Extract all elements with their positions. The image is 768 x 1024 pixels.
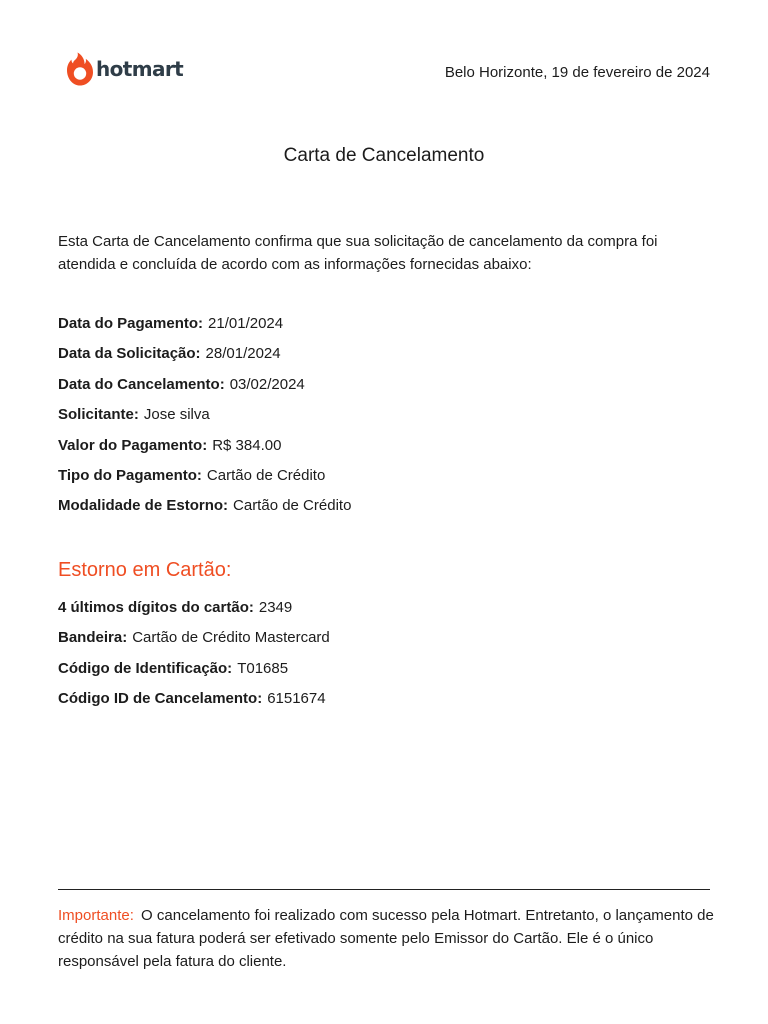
card-last-digits-value: 2349 <box>258 599 293 616</box>
payment-date-value: 21/01/2024 <box>208 315 284 332</box>
refund-method-value: Cartão de Crédito <box>233 497 352 515</box>
requester-row <box>58 404 710 434</box>
hotmart-logo-text: hotmart <box>96 57 184 81</box>
field-label: Código ID de Cancelamento: <box>58 690 263 708</box>
refund-section-title: Estorno em Cartão: <box>58 559 232 581</box>
card-refund-details-list <box>58 597 710 719</box>
field-label: Tipo do Pagamento: <box>58 466 202 484</box>
field-label: Valor do Pagamento: <box>58 436 208 454</box>
cancellation-id-value: 6151674 <box>267 690 326 708</box>
field-label: Data do Cancelamento: <box>58 375 225 393</box>
field-label: Data do Pagamento: <box>58 315 204 332</box>
payment-date-row <box>58 313 710 343</box>
important-label: Importante: <box>58 907 134 924</box>
field-label: Data da Solicitação: <box>58 345 201 363</box>
card-brand-row <box>58 627 710 657</box>
identification-code-row <box>58 658 710 688</box>
cancellation-id-row <box>58 688 710 718</box>
cancellation-date-value: 03/02/2024 <box>229 375 305 393</box>
request-date-value: 28/01/2024 <box>205 345 281 363</box>
important-note <box>58 904 718 973</box>
document-header <box>58 50 710 94</box>
payment-type-value: Cartão de Crédito <box>206 466 326 484</box>
card-brand-value: Cartão de Crédito Mastercard <box>132 629 330 647</box>
footer-divider <box>58 889 710 890</box>
field-label: Modalidade de Estorno: <box>58 497 229 515</box>
payment-amount-row <box>58 435 710 465</box>
field-label: 4 últimos dígitos do cartão: <box>58 599 254 616</box>
field-label: Bandeira: <box>58 629 128 647</box>
document-date: Belo Horizonte, 19 de fevereiro de 2024 <box>444 64 710 81</box>
hotmart-flame-icon <box>67 52 93 86</box>
payment-details-list <box>58 313 710 526</box>
cancellation-date-row <box>58 374 710 404</box>
refund-method-row <box>58 495 710 525</box>
payment-amount-value: R$ 384.00 <box>212 436 282 454</box>
intro-paragraph: Esta Carta de Cancelamento confirma que sua solicitação de cancelamento da compra foi atendida e concluída de acordo com as informações fornecidas abaixo: <box>58 233 658 273</box>
field-label: Código de Identificação: <box>58 659 233 677</box>
requester-value: Jose silva <box>143 406 210 424</box>
request-date-row <box>58 343 710 373</box>
document-title: Carta de Cancelamento <box>283 145 485 166</box>
hotmart-logo <box>67 52 183 86</box>
identification-code-value: T01685 <box>237 659 289 677</box>
important-text: O cancelamento foi realizado com sucesso pela Hotmart. Entretanto, o lançamento de crédito na sua fatura poderá ser efetivado somente pelo Emissor do Cartão. Ele é o único responsável pela fatura do cliente. <box>58 907 714 970</box>
card-last-digits-row <box>58 597 710 627</box>
payment-type-row <box>58 465 710 495</box>
field-label: Solicitante: <box>58 406 139 424</box>
